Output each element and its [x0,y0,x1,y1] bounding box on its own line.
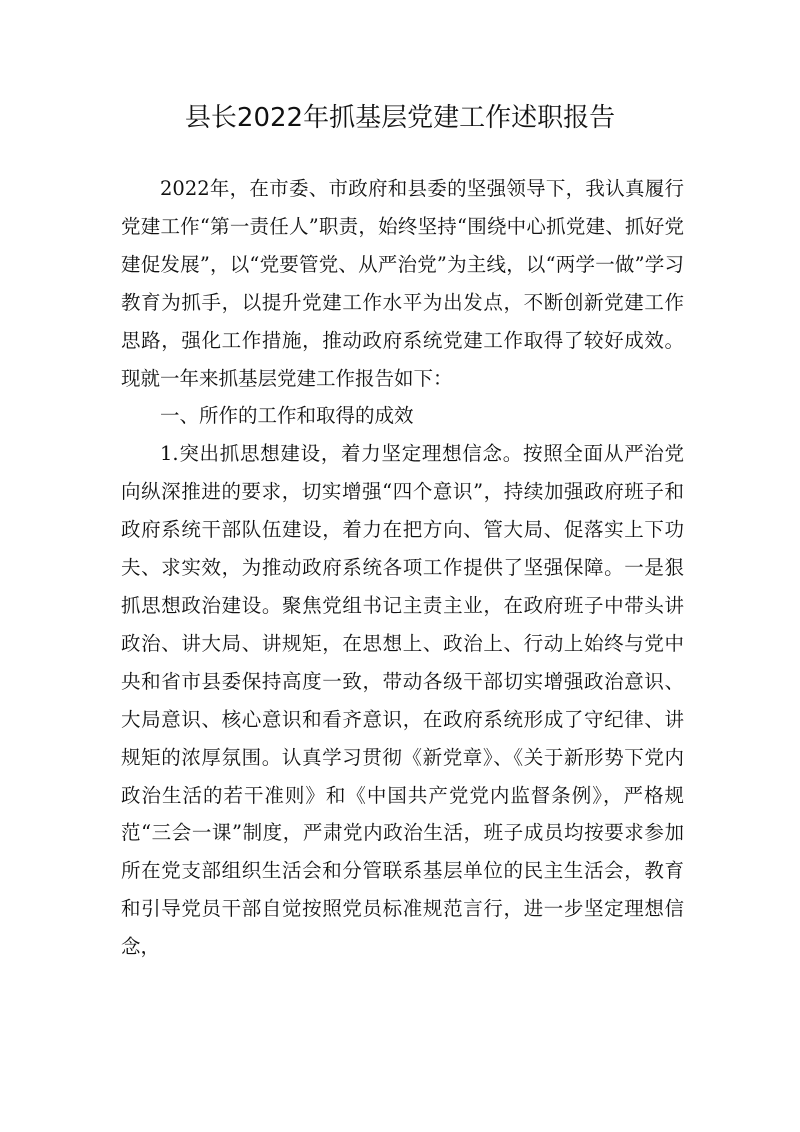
document-body [121,170,684,966]
body-paragraph: 1.突出抓思想建设，着力坚定理想信念。按照全面从严治党向纵深推进的要求，切实增强“四个意识”，持续加强政府班子和政府系统干部队伍建设，着力在把方向、管大局、促落实上下功夫、求实效，为推动政府系统各项工作提供了坚强保障。一是狠抓思想政治建设。聚焦党组书记主责主业，在政府班子中带头讲政治、讲大局、讲规矩，在思想上、政治上、行动上始终与党中央和省市县委保持高度一致，带动各级干部切实增强政治意识、大局意识、核心意识和看齐意识，在政府系统形成了守纪律、讲规矩的浓厚氛围。认真学习贯彻《新党章》、《关于新形势下党内政治生活的若干准则》和《中国共产党党内监督条例》，严格规范“三会一课”制度，严肃党内政治生活，班子成员均按要求参加所在党支部组织生活会和分管联系基层单位的民主生活会，教育和引导党员干部自觉按照党员标准规范言行，进一步坚定理想信念， [121,442,684,959]
section-heading: 一、所作的工作和取得的成效 [160,404,414,428]
intro-paragraph: 2022年，在市委、市政府和县委的坚强领导下，我认真履行党建工作“第一责任人”职责，始终坚持“围绕中心抓党建、抓好党建促发展”，以“党要管党、从严治党”为主线，以“两学一做”学习教育为抓手，以提升党建工作水平为出发点，不断创新党建工作思路，强化工作措施，推动政府系统党建工作取得了较好成效。现就一年来抓基层党建工作报告如下： [121,177,684,390]
document-title: 县长2022年抓基层党建工作述职报告 [184,103,616,133]
